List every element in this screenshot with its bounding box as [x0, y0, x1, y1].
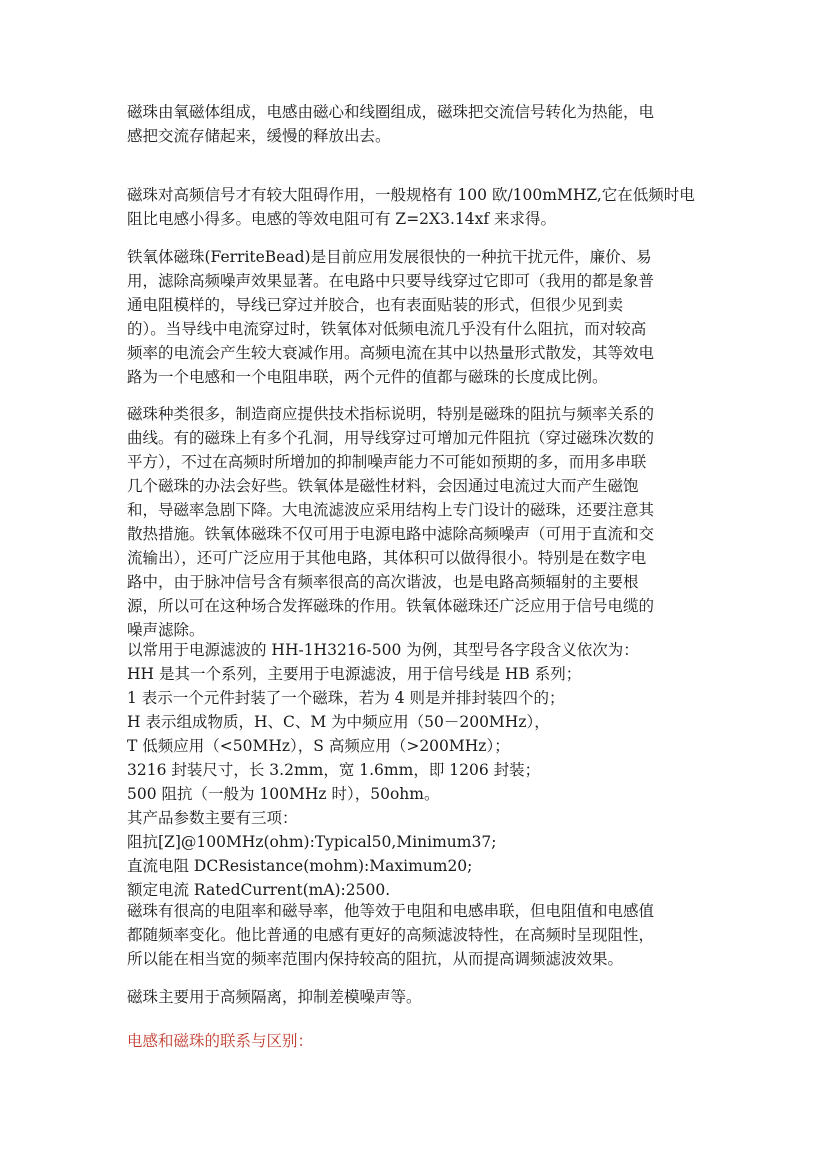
text-line: 铁氧体磁珠(FerriteBead)是目前应用发展很快的一种抗干扰元件，廉价、易: [127, 248, 652, 266]
text-line: 噪声滤除。: [127, 621, 205, 639]
text-line: 感把交流存储起来，缓慢的释放出去。: [127, 127, 391, 145]
text-line: 磁珠种类很多，制造商应提供技术指标说明，特别是磁珠的阻抗与频率关系的: [127, 405, 655, 423]
text-line: 都随频率变化。他比普通的电感有更好的高频滤波特性，在高频时呈现阻性，: [127, 926, 655, 944]
paragraph-resistivity: [127, 899, 707, 971]
text-line: 1 表示一个元件封装了一个磁珠，若为 4 则是并排封装四个的；: [127, 689, 565, 707]
paragraph-bead-types: [127, 402, 707, 642]
text-line: 流输出），还可广泛应用于其他电路，其体积可以做得很小。特别是在数字电: [127, 549, 647, 567]
text-line: 磁珠对高频信号才有较大阻碍作用，一般规格有 100 欧/100mMHZ,它在低频时电: [127, 186, 695, 204]
paragraph-usage: [127, 985, 707, 1009]
section-heading: [127, 1029, 707, 1053]
text-line: 通电阻模样的，导线已穿过并胶合，也有表面贴装的形式，但很少见到卖: [127, 296, 624, 314]
text-line: 磁珠由氧磁体组成，电感由磁心和线圈组成，磁珠把交流信号转化为热能，电: [127, 103, 655, 121]
text-line: 几个磁珠的办法会好些。铁氧体是磁性材料，会因通过电流过大而产生磁饱: [127, 477, 639, 495]
paragraph-composition: [127, 100, 707, 148]
text-line: 额定电流 RatedCurrent(mA):2500.: [127, 881, 391, 899]
text-line: T 低频应用（<50MHz），S 高频应用（>200MHz）；: [127, 737, 510, 755]
text-line: 以常用于电源滤波的 HH-1H3216-500 为例，其型号各字段含义依次为：: [127, 641, 639, 659]
text-line: 和，导磁率急剧下降。大电流滤波应采用结构上专门设计的磁珠，还要注意其: [127, 501, 655, 519]
heading-text: 电感和磁珠的联系与区别：: [127, 1032, 314, 1050]
text-line: 其产品参数主要有三项：: [127, 809, 298, 827]
paragraph-ferrite-bead: [127, 245, 707, 389]
text-line: 阻比电感小得多。电感的等效电阻可有 Z=2X3.14xf 来求得。: [127, 210, 556, 228]
text-line: 3216 封装尺寸，长 3.2mm，宽 1.6mm，即 1206 封装；: [127, 761, 541, 779]
text-line: 散热措施。铁氧体磁珠不仅可用于电源电路中滤除高频噪声（可用于直流和交: [127, 525, 655, 543]
text-line: 用，滤除高频噪声效果显著。在电路中只要导线穿过它即可（我用的都是象普: [127, 272, 655, 290]
text-line: 磁珠主要用于高频隔离，抑制差模噪声等。: [127, 988, 422, 1006]
text-line: 平方），不过在高频时所增加的抑制噪声能力不可能如预期的多，而用多串联: [127, 453, 647, 471]
paragraph-model-example: [127, 638, 707, 902]
text-line: 源，所以可在这种场合发挥磁珠的作用。铁氧体磁珠还广泛应用于信号电缆的: [127, 597, 655, 615]
text-line: 频率的电流会产生较大衰减作用。高频电流在其中以热量形式散发，其等效电: [127, 344, 655, 362]
text-line: 路中，由于脉冲信号含有频率很高的高次谐波，也是电路高频辐射的主要根: [127, 573, 639, 591]
text-line: 所以能在相当宽的频率范围内保持较高的阻抗，从而提高调频滤波效果。: [127, 950, 624, 968]
text-line: 500 阻抗（一般为 100MHz 时），50ohm。: [127, 785, 440, 803]
text-line: 的）。当导线中电流穿过时，铁氧体对低频电流几乎没有什么阻抗，而对较高: [127, 320, 647, 338]
text-line: 直流电阻 DCResistance(mohm):Maximum20;: [127, 857, 473, 875]
text-line: H 表示组成物质，H、C、M 为中频应用（50－200MHz），: [127, 713, 550, 731]
text-line: 曲线。有的磁珠上有多个孔洞，用导线穿过可增加元件阻抗（穿过磁珠次数的: [127, 429, 655, 447]
text-line: 路为一个电感和一个电阻串联，两个元件的值都与磁珠的长度成比例。: [127, 368, 608, 386]
paragraph-high-frequency-impedance: [127, 183, 707, 231]
text-line: 磁珠有很高的电阻率和磁导率，他等效于电阻和电感串联，但电阻值和电感值: [127, 902, 655, 920]
text-line: 阻抗[Z]@100MHz(ohm):Typical50,Minimum37;: [127, 833, 497, 851]
text-line: HH 是其一个系列，主要用于电源滤波，用于信号线是 HB 系列；: [127, 665, 582, 683]
